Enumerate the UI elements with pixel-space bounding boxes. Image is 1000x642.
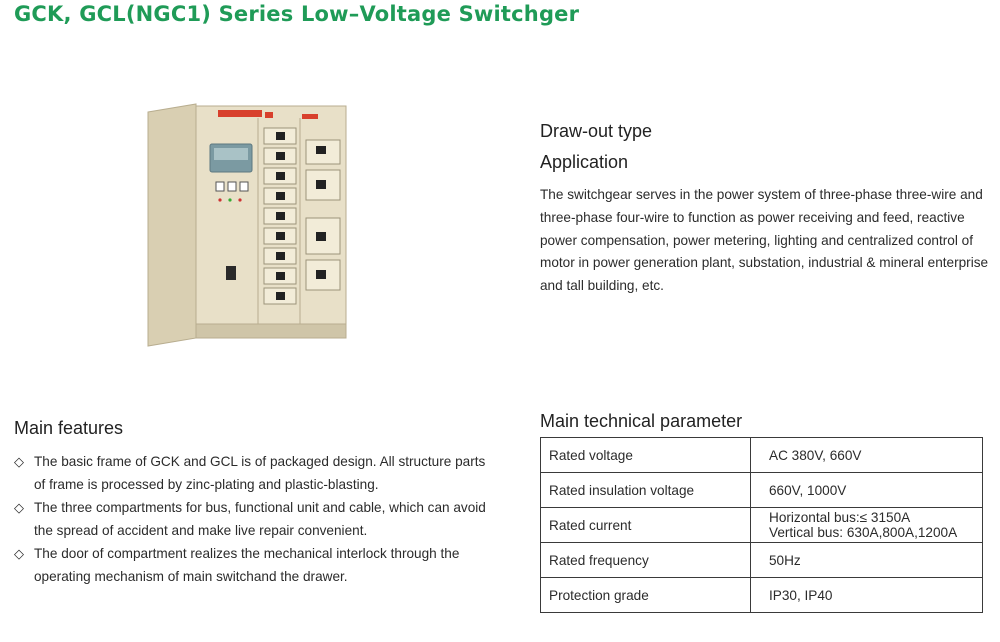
diamond-bullet-icon: ◇	[14, 454, 24, 469]
list-item	[14, 450, 494, 496]
feature-text: The three compartments for bus, functional unit and cable, which can avoid the spread of accident and make live repair convenient.	[34, 500, 486, 538]
param-name: Rated voltage	[541, 438, 751, 473]
diamond-bullet-icon: ◇	[14, 546, 24, 561]
param-value: AC 380V, 660V	[751, 438, 983, 473]
draw-out-type-heading: Draw-out type	[540, 121, 653, 141]
table-row	[541, 543, 983, 578]
param-value: 660V, 1000V	[751, 473, 983, 508]
table-row	[541, 438, 983, 473]
param-value: 50Hz	[751, 543, 983, 578]
diamond-bullet-icon: ◇	[14, 500, 24, 515]
param-name: Rated frequency	[541, 543, 751, 578]
param-name: Rated current	[541, 508, 751, 543]
list-item	[14, 542, 494, 588]
param-name: Protection grade	[541, 578, 751, 613]
param-value	[751, 508, 983, 543]
features-list	[14, 450, 494, 588]
list-item	[14, 496, 494, 542]
page-title: GCK, GCL(NGC1) Series Low–Voltage Switchger	[14, 2, 580, 26]
param-value: IP30, IP40	[751, 578, 983, 613]
param-name: Rated insulation voltage	[541, 473, 751, 508]
technical-parameter-table	[540, 437, 983, 613]
application-heading: Application	[540, 152, 629, 172]
table-row	[541, 508, 983, 543]
main-features-heading: Main features	[14, 418, 124, 438]
technical-parameter-heading: Main technical parameter	[540, 411, 743, 431]
application-text: The switchgear serves in the power system of three-phase three-wire and three-phase four-wire to function as power receiving and feed, reactive power compensation, power metering, lighting and centralized control of motor in power generation plant, substation, industrial & mineral enterprise and tall building, etc.	[540, 187, 989, 294]
param-value-line: Vertical bus: 630A,800A,1200A	[769, 525, 958, 540]
switchgear-cabinet-image	[140, 100, 350, 355]
feature-text: The basic frame of GCK and GCL is of packaged design. All structure parts of frame is processed by zinc-plating and plastic-blasting.	[34, 454, 486, 492]
table-row	[541, 473, 983, 508]
table-row	[541, 578, 983, 613]
param-value-line: Horizontal bus:≤ 3150A	[769, 510, 911, 525]
feature-text: The door of compartment realizes the mechanical interlock through the operating mechanism of main switchand the drawer.	[34, 546, 460, 584]
